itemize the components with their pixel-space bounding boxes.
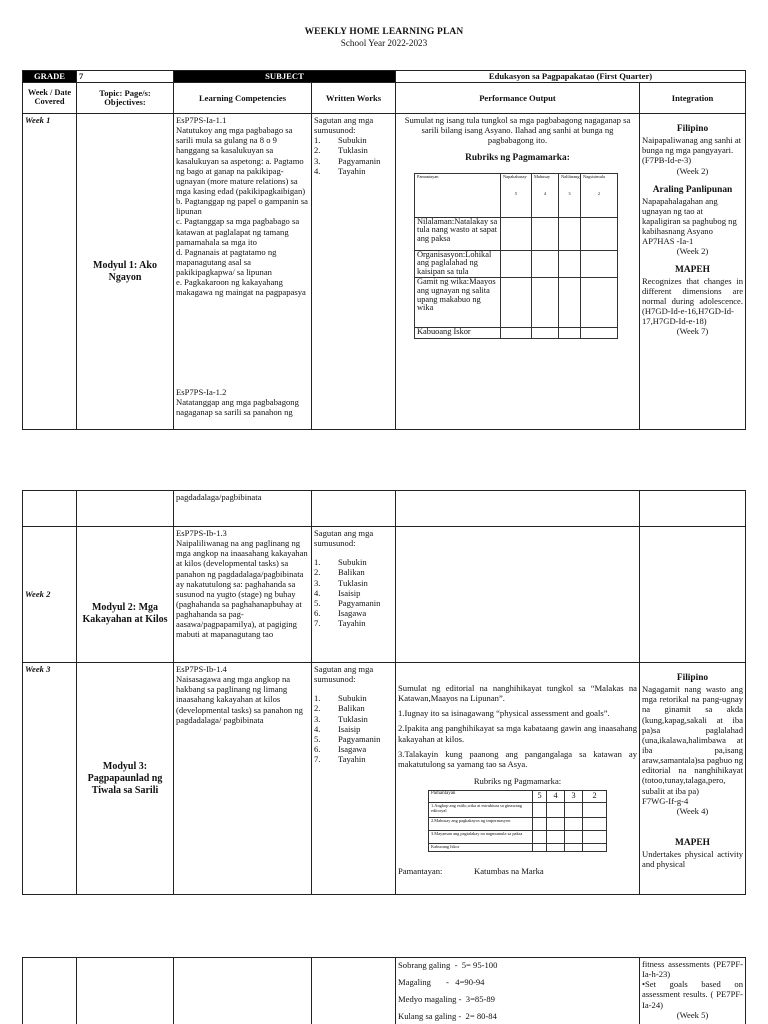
written-item xyxy=(314,618,393,628)
subject-label: SUBJECT xyxy=(174,71,396,83)
col-week-header: Week / Date Covered xyxy=(23,83,77,114)
written-item-number: 7. xyxy=(314,618,321,629)
rubric-row xyxy=(415,250,618,277)
written-item xyxy=(314,693,393,703)
rubric-score-cell xyxy=(559,250,581,277)
perf-text: Sumulat ng isang tula tungkol sa mga pagbabagong nagaganap sa sarili bilang isang Asyano. Ilahad ang sanhi at bunga ng pagbabagong ito. xyxy=(404,115,631,146)
rubric-score-cell xyxy=(581,327,618,338)
plan-table-page-2 xyxy=(22,490,746,895)
integ3-mapeh-text: Undertakes physical activity and physical xyxy=(642,849,743,870)
rubric-criterion: Gamit ng wika:Maayos ang ugnayan ng salita upang makabuo ng wika xyxy=(415,277,501,327)
written-item xyxy=(314,156,393,166)
grade-scale-item: Sobrang galing - 5= 95-100 xyxy=(398,960,498,970)
rubric-header-score: 3 xyxy=(568,190,571,196)
rubric-score-cell xyxy=(501,327,532,338)
perf3-item-2: 2.Ipakita ang panghihikayat sa mga kabataang gawin ang inaasahang kakayahan at kilos. xyxy=(398,723,637,744)
rubric-score-cell xyxy=(583,844,607,852)
rubric-row xyxy=(429,831,607,844)
written-item xyxy=(314,588,393,598)
written-item-label: Isaisip xyxy=(338,723,361,734)
rubric-score-cell xyxy=(533,818,547,831)
rubric-header-label: Pamantayan xyxy=(417,173,439,179)
written-item-label: Isagawa xyxy=(338,743,367,754)
week-3-comp-code: EsP7PS-Ib-1.4 xyxy=(176,664,227,674)
rubric-row xyxy=(429,844,607,852)
rubric-criterion: 3.Mayaman ang pagtalakay na nagmumula sa paksa xyxy=(429,831,533,844)
rubric-header-label: Mahusay xyxy=(534,173,551,179)
written-item-number: 5. xyxy=(314,733,321,744)
written-item xyxy=(314,754,393,764)
week-3-module: Modyul 3: Pagpapaunlad ng Tiwala sa Sarili xyxy=(77,663,174,895)
rubric-header-score: 4 xyxy=(543,190,547,196)
integ-goal-text: •Set goals based on assessment results. ( PE7PF-Ia-24) xyxy=(642,979,743,1010)
week-2-written xyxy=(312,527,396,663)
rubric-score-cell xyxy=(565,803,583,818)
pamantayan-label: Pamantayan: xyxy=(398,866,443,877)
written-item xyxy=(314,744,393,754)
week-2-integration xyxy=(640,527,746,663)
rubric-table-1 xyxy=(414,173,618,339)
written-item-number: 6. xyxy=(314,607,321,618)
week-2-comp-code: EsP7PS-Ib-1.3 xyxy=(176,528,227,538)
grade-scale-list xyxy=(398,960,637,1024)
written-item-number: 2. xyxy=(314,145,321,156)
rubric-table-3 xyxy=(428,790,607,852)
perf3-item-1: 1.Iugnay ito sa isinagawang “physical assessment and goals”. xyxy=(398,708,610,719)
rubric-header-cell xyxy=(559,173,581,217)
written-item-number: 6. xyxy=(314,743,321,754)
week-3-performance xyxy=(396,663,640,895)
rubric-row xyxy=(429,803,607,818)
week-3-competencies xyxy=(174,663,312,895)
week-1-integration xyxy=(640,114,746,430)
col-written-header: Written Works xyxy=(312,83,396,114)
written-item-number: 2. xyxy=(314,703,321,714)
rubric-score-cell xyxy=(532,217,559,250)
col-topic-header: Topic: Page/s: Objectives: xyxy=(77,83,174,114)
integ-mapeh-week: (Week 7) xyxy=(676,326,709,337)
grade-scale-item: Medyo magaling - 3=85-89 xyxy=(398,994,495,1004)
written-item-label: Tuklasin xyxy=(338,713,368,724)
week-2-performance xyxy=(396,527,640,663)
written-item xyxy=(314,557,393,567)
written-item-number: 3. xyxy=(314,577,321,588)
rubric-criterion: Nilalaman:Natalakay sa tula nang wasto at sapat ang paksa xyxy=(415,217,501,250)
rubric-header-label: Nagsisimula xyxy=(583,173,605,179)
written-item xyxy=(314,578,393,588)
col-integration-header: Integration xyxy=(640,83,746,114)
grade-scale-item: Magaling - 4=90-94 xyxy=(398,977,485,987)
written-item-label: Subukin xyxy=(338,693,367,704)
rubric-header-cell: 3 xyxy=(565,791,583,803)
integ-ap-code: AP7HAS -Ia-1 xyxy=(642,236,694,247)
rubric-criterion: Organisasyon:Lohikal ang paglalahad ng kaisipan sa tula xyxy=(415,250,501,277)
written-item xyxy=(314,166,393,176)
week-2-label: Week 2 xyxy=(23,527,77,663)
comp-2-code: EsP7PS-Ia-1.2 xyxy=(176,387,227,397)
written-item-label: Tuklasin xyxy=(338,145,368,156)
written-item-label: Subukin xyxy=(338,557,367,568)
col-performance-header: Performance Output xyxy=(396,83,640,114)
integ3-filipino-text: Nagagamit nang wasto ang mga retorikal na pang-ugnay na ginamit sa akda (kung,kapag,sakali at iba pa)sa paglalahad (una,ikalawa,halimbawa at iba pa,isang araw,samantala)sa pagbuo ng editorial na nanghihikayat (totoo,tunay,talaga,pero, subalit at iba pa) xyxy=(642,684,743,796)
perf3-intro: Sumulat ng editorial na nanghihikayat tungkol sa “Malakas na Katawan,Maayos na Lipunan”. xyxy=(398,683,637,704)
comp-2-text: Natatanggap ang mga pagbabagong nagaganap sa sarili sa panahon ng xyxy=(176,397,299,418)
comp-1-c: c. Pagtanggap sa mga pagbabago sa katawan at paglalapat ng tamang pamamahala sa mga ito xyxy=(176,216,300,247)
week-1-label: Week 1 xyxy=(23,114,77,430)
subject-value: Edukasyon sa Pagpapakatao (First Quarter) xyxy=(396,71,746,83)
written-item-label: Pagyamanin xyxy=(338,155,381,166)
rubric-row xyxy=(415,217,618,250)
week-2-written-list xyxy=(314,557,393,628)
written-item-number: 1. xyxy=(314,693,321,704)
school-year: School Year 2022-2023 xyxy=(340,38,428,48)
week-3-comp-text: Naisasagawa ang mga angkop na hakbang sa paglinang ng limang inaasahang kakayahan at kilos (developmental tasks) sa panahon ng pagdadalaga/ pagbibinata xyxy=(176,674,303,725)
plan-table-page-1 xyxy=(22,70,746,430)
integ-ap-week: (Week 2) xyxy=(676,246,709,257)
written-item-number: 1. xyxy=(314,557,321,568)
written-item-number: 4. xyxy=(314,165,321,176)
rubric-score-cell xyxy=(532,277,559,327)
written-item xyxy=(314,608,393,618)
written-item-number: 4. xyxy=(314,723,321,734)
page-title: WEEKLY HOME LEARNING PLAN xyxy=(304,27,464,37)
written-item-label: Pagyamanin xyxy=(338,597,381,608)
week-1-module: Modyul 1: Ako Ngayon xyxy=(77,114,174,430)
written-item-label: Balikan xyxy=(338,567,365,578)
rubric-score-cell xyxy=(501,277,532,327)
written-intro: Sagutan ang mga sumusunod: xyxy=(314,115,374,136)
comp-1-b: b. Pagtanggap ng papel o gampanin sa lipunan xyxy=(176,196,308,217)
perf3-item-3: 3.Talakayin kung paanong ang pangangalaga sa katawan ay makatutulong sa yamang tao sa Asya. xyxy=(398,748,637,769)
rubric-score-cell xyxy=(565,831,583,844)
rubric-score-cell xyxy=(581,217,618,250)
integ-filipino-code: (F7PB-Id-e-3) xyxy=(642,155,692,166)
rubric-score-cell xyxy=(532,327,559,338)
integ3-mapeh-title: MAPEH xyxy=(675,837,710,848)
week-3-written-list xyxy=(314,693,393,764)
rubric-score-cell xyxy=(583,831,607,844)
rubric-criterion: Kabuoang Iskor xyxy=(415,327,501,338)
week-2-carry-text: pagdadalaga/pagbibinata xyxy=(174,491,312,527)
rubric-header-cell: 5 xyxy=(533,791,547,803)
rubric-score-cell xyxy=(565,844,583,852)
katumbas-label: Katumbas na Marka xyxy=(474,866,544,877)
rubric-criterion: 1.Angkop ang estilo,wika at estruktura sa ginawang editoryal xyxy=(429,803,533,818)
rubric-score-cell xyxy=(581,277,618,327)
week-1-performance xyxy=(396,114,640,430)
rubric-header-cell xyxy=(415,173,501,217)
integ3-filipino-code: F7WG-If-g-4 xyxy=(642,795,689,806)
rubric-header-cell xyxy=(581,173,618,217)
written-item xyxy=(314,724,393,734)
rubric-score-cell xyxy=(547,818,565,831)
rubric-score-cell xyxy=(583,818,607,831)
rubric-score-cell xyxy=(547,803,565,818)
written-item xyxy=(314,145,393,155)
rubric-row xyxy=(415,277,618,327)
week-3-integration xyxy=(640,663,746,895)
written-item-label: Tayahin xyxy=(338,618,366,629)
written-item-label: Isagawa xyxy=(338,607,367,618)
written-item-label: Isaisip xyxy=(338,587,361,598)
written-item xyxy=(314,734,393,744)
page-3-integration xyxy=(640,958,746,1024)
written-item-number: 4. xyxy=(314,587,321,598)
grade-value: 7 xyxy=(77,71,174,83)
rubric-score-cell xyxy=(559,277,581,327)
rubric-score-cell xyxy=(559,327,581,338)
comp-1-code: EsP7PS-Ia-1.1 xyxy=(176,115,227,125)
rubric-score-cell xyxy=(533,831,547,844)
rubric-header-label: Napakahusay xyxy=(503,173,527,179)
rubric-score-cell xyxy=(501,250,532,277)
week-2-competencies xyxy=(174,527,312,663)
integ-mapeh-text: Recognizes that changes in different dimensions are normal during adolescence. (H7GD-Id-e-16,H7GD-Id-17,H7GD-Id-e-18) xyxy=(642,275,744,327)
written-item-label: Tayahin xyxy=(338,754,366,765)
written-item-number: 1. xyxy=(314,135,321,146)
rubric-score-cell xyxy=(547,831,565,844)
integ-fitness-text: fitness assessments (PE7PF-Ia-h-23) xyxy=(642,959,743,980)
integ-filipino-title: Filipino xyxy=(676,124,709,134)
rubric-title: Rubriks ng Pagmamarka: xyxy=(465,153,570,164)
col-competencies-header: Learning Competencies xyxy=(174,83,312,114)
written-item xyxy=(314,714,393,724)
comp-1-d: d. Pagnanais at pagtatamo ng mapanagutang asal sa pakikipagkapwa/ sa lipunan xyxy=(176,246,277,278)
written-item-label: Pagyamanin xyxy=(338,733,381,744)
written-item xyxy=(314,703,393,713)
week-3-label: Week 3 xyxy=(23,663,77,895)
rubric-criterion: 2.Mahusay ang pagkakayos ng impormasyon xyxy=(429,818,533,831)
week-2-written-intro: Sagutan ang mga sumusunod: xyxy=(314,528,374,549)
written-item-number: 5. xyxy=(314,597,321,608)
rubric-score-cell xyxy=(533,844,547,852)
week-1-written xyxy=(312,114,396,430)
written-item-label: Subukin xyxy=(338,135,367,146)
week-3-written xyxy=(312,663,396,895)
rubric-header-score: 5 xyxy=(514,190,518,196)
integ-mapeh-title: MAPEH xyxy=(675,264,710,275)
rubric-3-title: Rubriks ng Pagmamarka: xyxy=(473,775,562,786)
rubric-header-cell xyxy=(501,173,532,217)
written-item-number: 3. xyxy=(314,713,321,724)
comp-1-e: e. Pagkakaroon ng kakayahang makagawa ng maingat na pagpapasya xyxy=(176,277,306,298)
written-list xyxy=(314,135,393,176)
rubric-header-label: Nalilinang xyxy=(561,173,580,179)
week-1-competencies xyxy=(174,114,312,430)
plan-table-page-3 xyxy=(22,957,746,1024)
rubric-header-cell: 2 xyxy=(583,791,607,803)
rubric-score-cell xyxy=(547,844,565,852)
integ-filipino-text: Naipapaliwanag ang sanhi at bunga ng mga pangyayari. xyxy=(642,135,742,156)
integ3-filipino-title: Filipino xyxy=(676,673,709,683)
written-item-label: Tuklasin xyxy=(338,577,368,588)
integ3-filipino-week: (Week 4) xyxy=(676,805,709,816)
written-item xyxy=(314,135,393,145)
written-item-label: Balikan xyxy=(338,703,365,714)
week-3-written-intro: Sagutan ang mga sumusunod: xyxy=(314,664,374,685)
integ-ap-title: Araling Panlipunan xyxy=(652,184,733,195)
rubric-row xyxy=(429,818,607,831)
rubric-score-cell xyxy=(583,803,607,818)
rubric-criterion: Kabuoang Iskor xyxy=(429,844,533,852)
rubric-score-cell xyxy=(581,250,618,277)
written-item xyxy=(314,567,393,577)
rubric-score-cell xyxy=(559,217,581,250)
rubric-score-cell xyxy=(501,217,532,250)
written-item-number: 3. xyxy=(314,155,321,166)
written-item-number: 2. xyxy=(314,567,321,578)
rubric-header-score: 2 xyxy=(597,190,601,196)
written-item-label: Tayahin xyxy=(338,165,366,176)
integ-goal-week: (Week 5) xyxy=(676,1009,709,1020)
rubric-row xyxy=(415,327,618,338)
written-item-number: 7. xyxy=(314,754,321,765)
written-item xyxy=(314,598,393,608)
integ-ap-text: Napapahalagahan ang ugnayan ng tao at kapaligiran sa paghubog ng kabihasnang Asyano xyxy=(642,195,737,237)
comp-1-text: Natutukoy ang mga pagbabago sa sarili mula sa gulang na 8 o 9 hanggang sa kasalukuyan sa kasalukuyan sa aspetong: a. Pagtamo ng bago at ganap na pakikipag-ugnayan (more mature relations) sa mga kasing edad (pakikipagkaibigan) xyxy=(176,125,306,196)
rubric-header-cell xyxy=(532,173,559,217)
rubric-score-cell xyxy=(565,818,583,831)
integ-filipino-week: (Week 2) xyxy=(676,165,709,176)
grade-scale xyxy=(396,958,640,1024)
grade-scale-item: Kulang sa galing - 2= 80-84 xyxy=(398,1011,497,1021)
rubric-score-cell xyxy=(532,250,559,277)
rubric-header-cell: 4 xyxy=(547,791,565,803)
rubric-header-cell: Pamantayan xyxy=(429,791,533,803)
week-2-module: Modyul 2: Mga Kakayahan at Kilos xyxy=(77,527,174,663)
grade-label: GRADE xyxy=(23,71,77,83)
week-2-comp-text: Naipaliliwanag na ang paglinang ng mga angkop na inaasahang kakayahan at kilos (developmental tasks) sa panahon ng pagdadalaga/pagbibinata ay nakatutulong sa: paghahanda sa susunod na yugto (stage) ng buhay (paghahanda sa paghahanapbuhay at paghahanda sa pag-aasawa/pagpapamilya), at pagiging mabuti at mapanagutang tao xyxy=(176,538,308,640)
rubric-score-cell xyxy=(533,803,547,818)
